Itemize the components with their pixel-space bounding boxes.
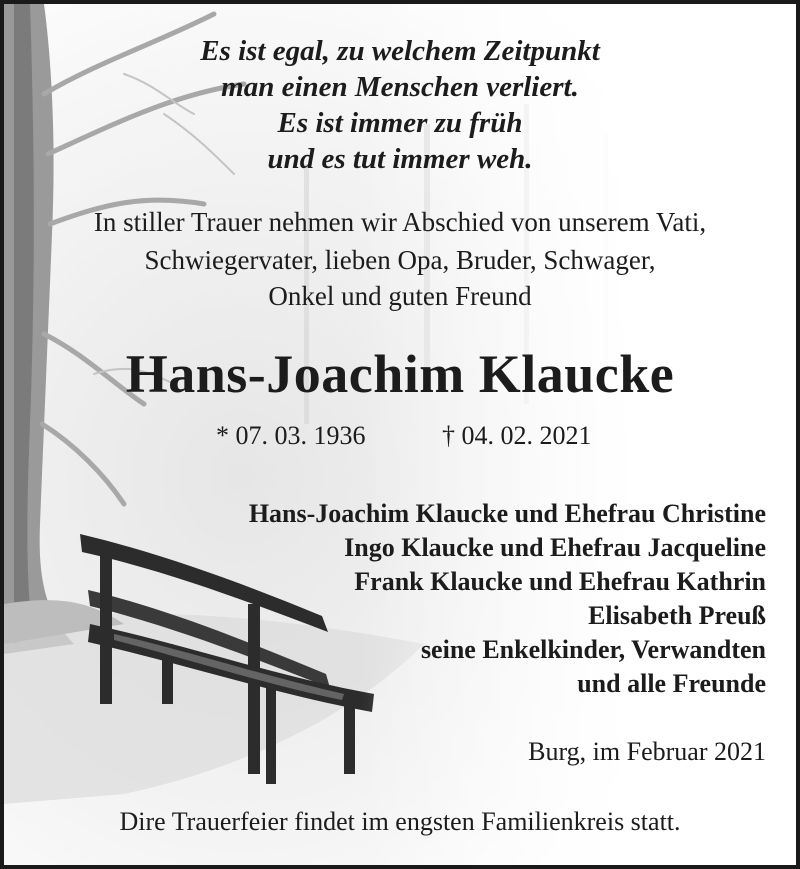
funeral-note: Dire Trauerfeier findet im engsten Familienkreis statt. xyxy=(119,807,681,836)
mourner-line-5: seine Enkelkinder, Verwandten xyxy=(420,635,766,664)
quote-line-2: man einen Menschen verliert. xyxy=(221,71,579,103)
mourner-line-4: Elisabeth Preuß xyxy=(588,601,766,630)
quote-line-3: Es ist immer zu früh xyxy=(277,107,523,139)
mourner-line-2: Ingo Klaucke und Ehefrau Jacqueline xyxy=(344,533,766,562)
death-date: † 04. 02. 2021 xyxy=(442,421,592,450)
quote-line-4: und es tut immer weh. xyxy=(267,143,533,175)
intro-line-3: Onkel und guten Freund xyxy=(268,281,532,311)
intro-line-2: Schwiegervater, lieben Opa, Bruder, Schwager, xyxy=(144,245,656,275)
place-and-date: Burg, im Februar 2021 xyxy=(528,737,766,766)
birth-date: * 07. 03. 1936 xyxy=(216,421,366,450)
mourner-line-6: und alle Freunde xyxy=(577,669,766,698)
intro-line-1: In stiller Trauer nehmen wir Abschied von unserem Vati, xyxy=(93,207,707,237)
deceased-name: Hans-Joachim Klaucke xyxy=(125,344,675,404)
mourner-line-3: Frank Klaucke und Ehefrau Kathrin xyxy=(354,567,766,596)
quote-line-1: Es ist egal, zu welchem Zeitpunkt xyxy=(200,35,600,67)
mourner-line-1: Hans-Joachim Klaucke und Ehefrau Christine xyxy=(248,499,766,528)
